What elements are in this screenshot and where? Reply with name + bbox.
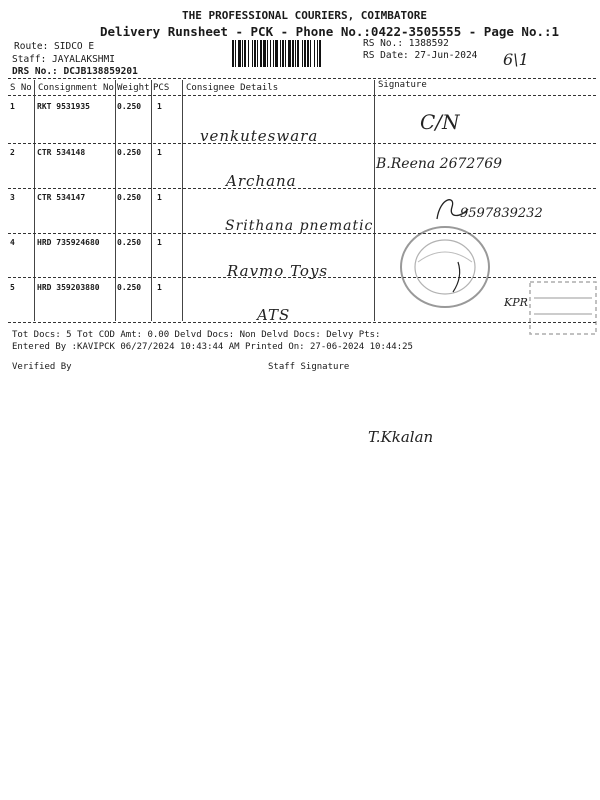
rs-date: RS Date: 27-Jun-2024 (363, 50, 478, 61)
row-consignment-no: CTR 534147 (37, 193, 86, 202)
row-weight: 0.250 (117, 283, 142, 292)
row-signature-handwritten: KPR (504, 296, 528, 309)
col-sep-2 (115, 80, 116, 321)
col-sep-1 (34, 80, 35, 321)
divider-bottom (8, 322, 596, 323)
row-pcs: 1 (157, 238, 162, 247)
row-sno: 1 (10, 102, 15, 111)
row-pcs: 1 (157, 148, 162, 157)
company-title: THE PROFESSIONAL COURIERS, COIMBATORE (182, 9, 428, 22)
row-weight: 0.250 (117, 102, 142, 111)
totals-line: Tot Docs: 5 Tot COD Amt: 0.00 Delvd Docs: Non Delvd Docs: Delvy Pts: (12, 330, 381, 340)
row-consignee-handwritten: ATS (257, 306, 291, 324)
col-sep-4 (182, 80, 183, 321)
barcode-bar (321, 40, 323, 67)
col-header-signature: Signature (378, 80, 427, 90)
courier-stamp (398, 222, 498, 312)
col-sep-5 (374, 80, 375, 321)
row-pcs: 1 (157, 283, 162, 292)
col-sep-3 (151, 80, 152, 321)
row-consignee-handwritten: Srithana pnematic (225, 218, 374, 234)
row-divider (8, 277, 596, 278)
row-consignee-handwritten: Ravmo Toys (227, 262, 329, 280)
row-consignment-no: HRD 359203880 (37, 283, 100, 292)
row-consignee-handwritten: venkuteswara (200, 127, 319, 145)
barcode (232, 40, 354, 67)
rs-number: RS No.: 1388592 (363, 38, 449, 49)
signature-scribble (432, 195, 472, 225)
drs-number: DRS No.: DCJB138859201 (12, 66, 138, 77)
divider-top (8, 78, 596, 79)
col-header-consignee: Consignee Details (186, 83, 279, 93)
row-consignment-no: CTR 534148 (37, 148, 86, 157)
handwritten-count: 6\1 (503, 50, 529, 69)
entered-by-line: Entered By :KAVIPCK 06/27/2024 10:43:44 AM Printed On: 27-06-2024 10:44:25 (12, 342, 413, 352)
staff-label: Staff: JAYALAKSHMI (12, 54, 115, 65)
partial-stamp (528, 280, 598, 336)
divider-header (8, 95, 596, 96)
row-weight: 0.250 (117, 238, 142, 247)
row-signature-handwritten: C/N (420, 110, 460, 134)
row-signature-handwritten: B.Reena 2672769 (376, 156, 503, 172)
row-consignee-handwritten: Archana (226, 172, 297, 190)
row-consignment-no: HRD 735924680 (37, 238, 100, 247)
runsheet-title: Delivery Runsheet - PCK - Phone No.:0422-3505555 - Page No.:1 (100, 24, 560, 39)
row-weight: 0.250 (117, 193, 142, 202)
handwritten-staff-name: T.Kkalan (368, 428, 434, 446)
col-header-consignment: Consignment No (38, 83, 114, 93)
row-sno: 4 (10, 238, 15, 247)
staff-signature-label: Staff Signature (268, 362, 350, 372)
row-divider (8, 233, 596, 234)
col-header-sno: S No (10, 83, 32, 93)
row-sno: 2 (10, 148, 15, 157)
row-consignment-no: RKT 9531935 (37, 102, 90, 111)
row-sno: 3 (10, 193, 15, 202)
row-pcs: 1 (157, 102, 162, 111)
col-header-weight: Weight (117, 83, 150, 93)
row-signature-handwritten: 9597839232 (460, 206, 543, 221)
col-header-pcs: PCS (153, 83, 170, 93)
row-divider (8, 188, 596, 189)
verified-by-label: Verified By (12, 362, 72, 372)
row-weight: 0.250 (117, 148, 142, 157)
row-pcs: 1 (157, 193, 162, 202)
row-sno: 5 (10, 283, 15, 292)
route-label: Route: SIDCO E (14, 41, 95, 52)
row-divider (8, 143, 596, 144)
